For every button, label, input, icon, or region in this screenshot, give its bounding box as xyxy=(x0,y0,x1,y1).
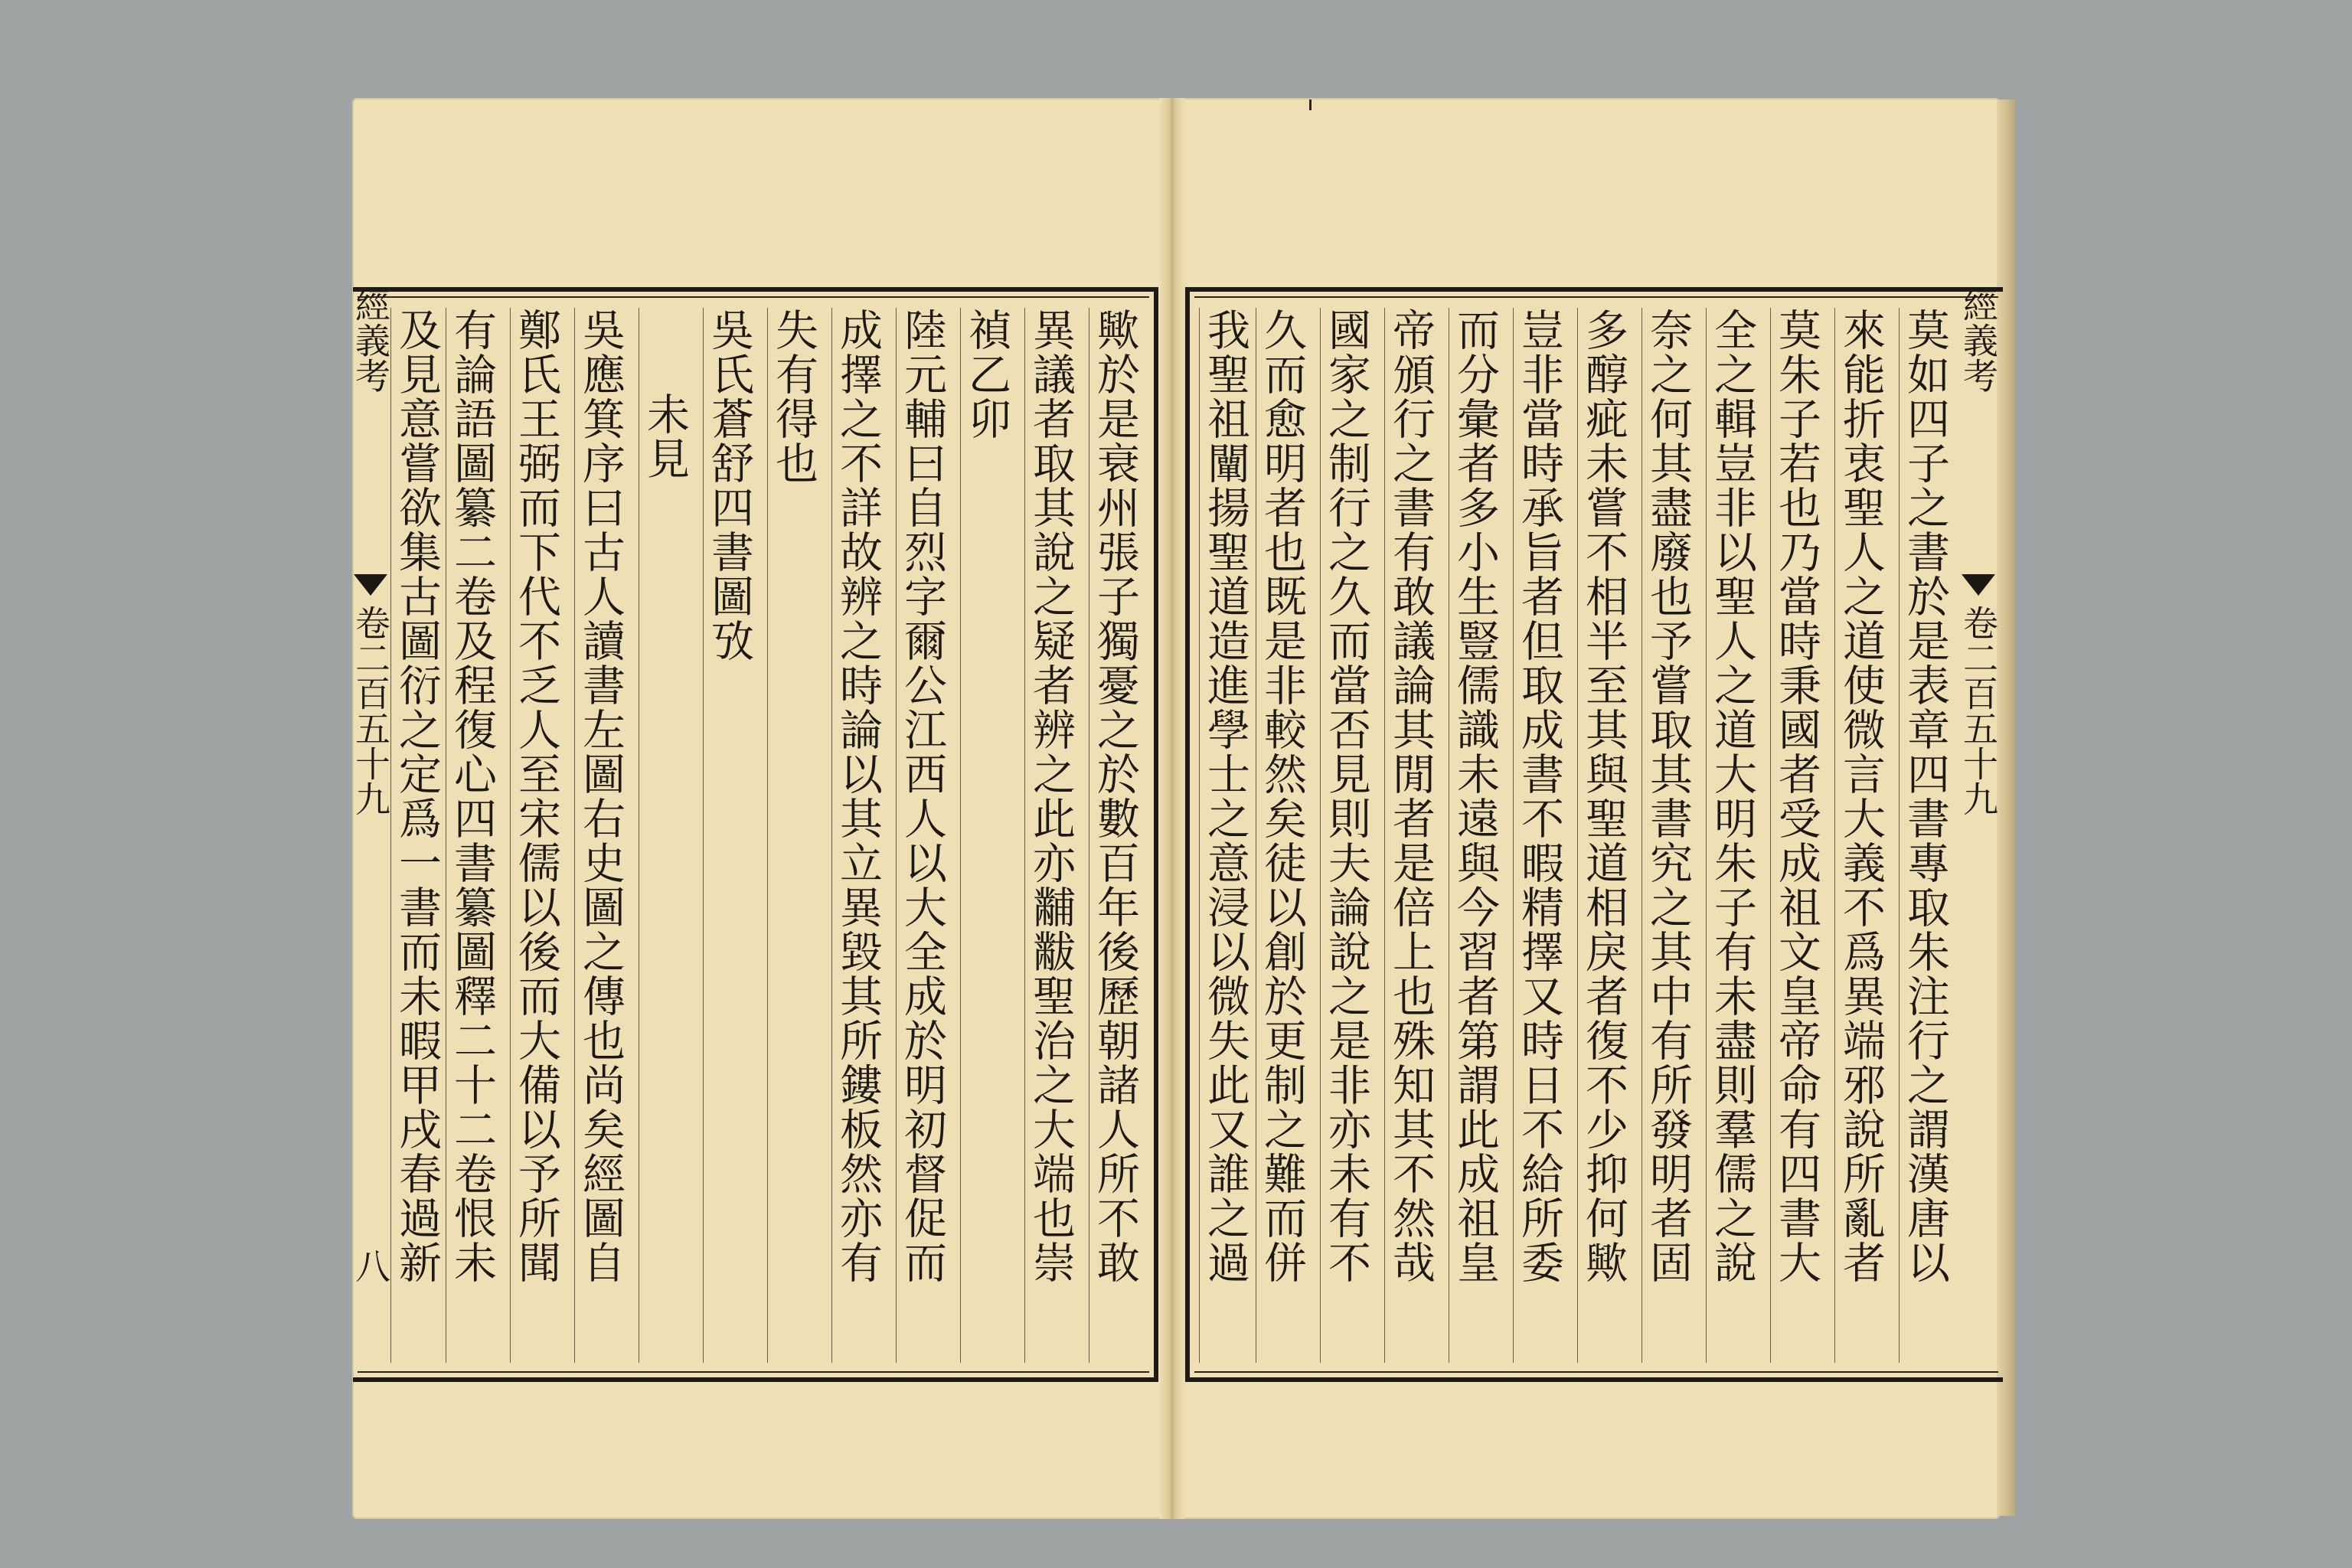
page-tick-mark xyxy=(1309,100,1312,110)
text-column: 禎乙卯 xyxy=(960,308,1011,1363)
fishtail-mark-left xyxy=(354,574,387,596)
text-column: 來能折衷聖人之道使微言大義不爲異端邪說所亂者 xyxy=(1834,308,1886,1363)
text-column: 莫朱子若也乃當時秉國者受成祖文皇帝命有四書大 xyxy=(1770,308,1821,1363)
text-column: 莫如四子之書於是表章四書專取朱注行之謂漢唐以 xyxy=(1899,308,1950,1363)
text-column: 及見意嘗欲集古圖衍之定爲一書而未暇甲戌春過新 xyxy=(390,308,442,1363)
text-column: 而分彙者多小生豎儒識未遠與今習者第謂此成祖皇 xyxy=(1449,308,1500,1363)
text-column: 吳應箕序曰古人讀書左圖右史圖之傳也尚矣經圖自 xyxy=(574,308,626,1363)
text-column: 全之輯豈非以聖人之道大明朱子有未盡則羣儒之說 xyxy=(1706,308,1757,1363)
banxin-volume-label: 卷二百五十九 xyxy=(350,605,391,816)
text-column: 未見 xyxy=(639,308,690,1363)
text-column: 我聖祖闡揚聖道造進學士之意浸以微失此又誰之過 xyxy=(1199,308,1250,1363)
text-column: 多醇疵未嘗不相半至其與聖道相戾者復不少抑何歟 xyxy=(1577,308,1628,1363)
banxin-leaf-number: 八 xyxy=(350,1248,391,1283)
fishtail-mark-right xyxy=(1962,574,1995,596)
text-column: 久而愈明者也既是非較然矣徒以創於更制之難而併 xyxy=(1256,308,1307,1363)
text-column: 失有得也 xyxy=(767,308,818,1363)
banxin-left-volume xyxy=(350,605,391,1034)
text-column: 奈之何其盡廢也予嘗取其書究之其中有所發明者固 xyxy=(1642,308,1693,1363)
text-column: 帝頒行之書有敢議論其閒者是倍上也殊知其不然哉 xyxy=(1384,308,1436,1363)
banxin-right-volume xyxy=(1958,605,1999,1034)
banxin-book-title: 經義考 xyxy=(1958,287,1999,393)
text-column: 成擇之不詳故辨之時論以其立異毀其所鏤板然亦有 xyxy=(831,308,883,1363)
text-column: 鄭氏王弼而下代不乏人至宋儒以後而大備以予所聞 xyxy=(510,308,561,1363)
banxin-left-leaf xyxy=(350,1248,391,1317)
banxin-volume-label: 卷二百五十九 xyxy=(1958,605,1999,816)
book-gutter xyxy=(1159,98,1185,1519)
text-column: 國家之制行之久而當否見則夫論說之是非亦未有不 xyxy=(1320,308,1371,1363)
text-column: 豈非當時承旨者但取成書不暇精擇又時日不給所委 xyxy=(1513,308,1564,1363)
text-column: 歟於是衰州張子獨憂之於數百年後歷朝諸人所不敢 xyxy=(1089,308,1140,1363)
text-column: 吳氏蒼舒四書圖攷 xyxy=(703,308,754,1363)
banxin-book-title: 經義考 xyxy=(350,287,391,393)
text-column: 異議者取其說之疑者辨之此亦黼黻聖治之大端也崇 xyxy=(1024,308,1076,1363)
text-column: 陸元輔曰自烈字爾公江西人以大全成於明初督促而 xyxy=(896,308,947,1363)
text-column: 有論語圖纂二卷及程復心四書纂圖釋二十二卷恨未 xyxy=(446,308,497,1363)
